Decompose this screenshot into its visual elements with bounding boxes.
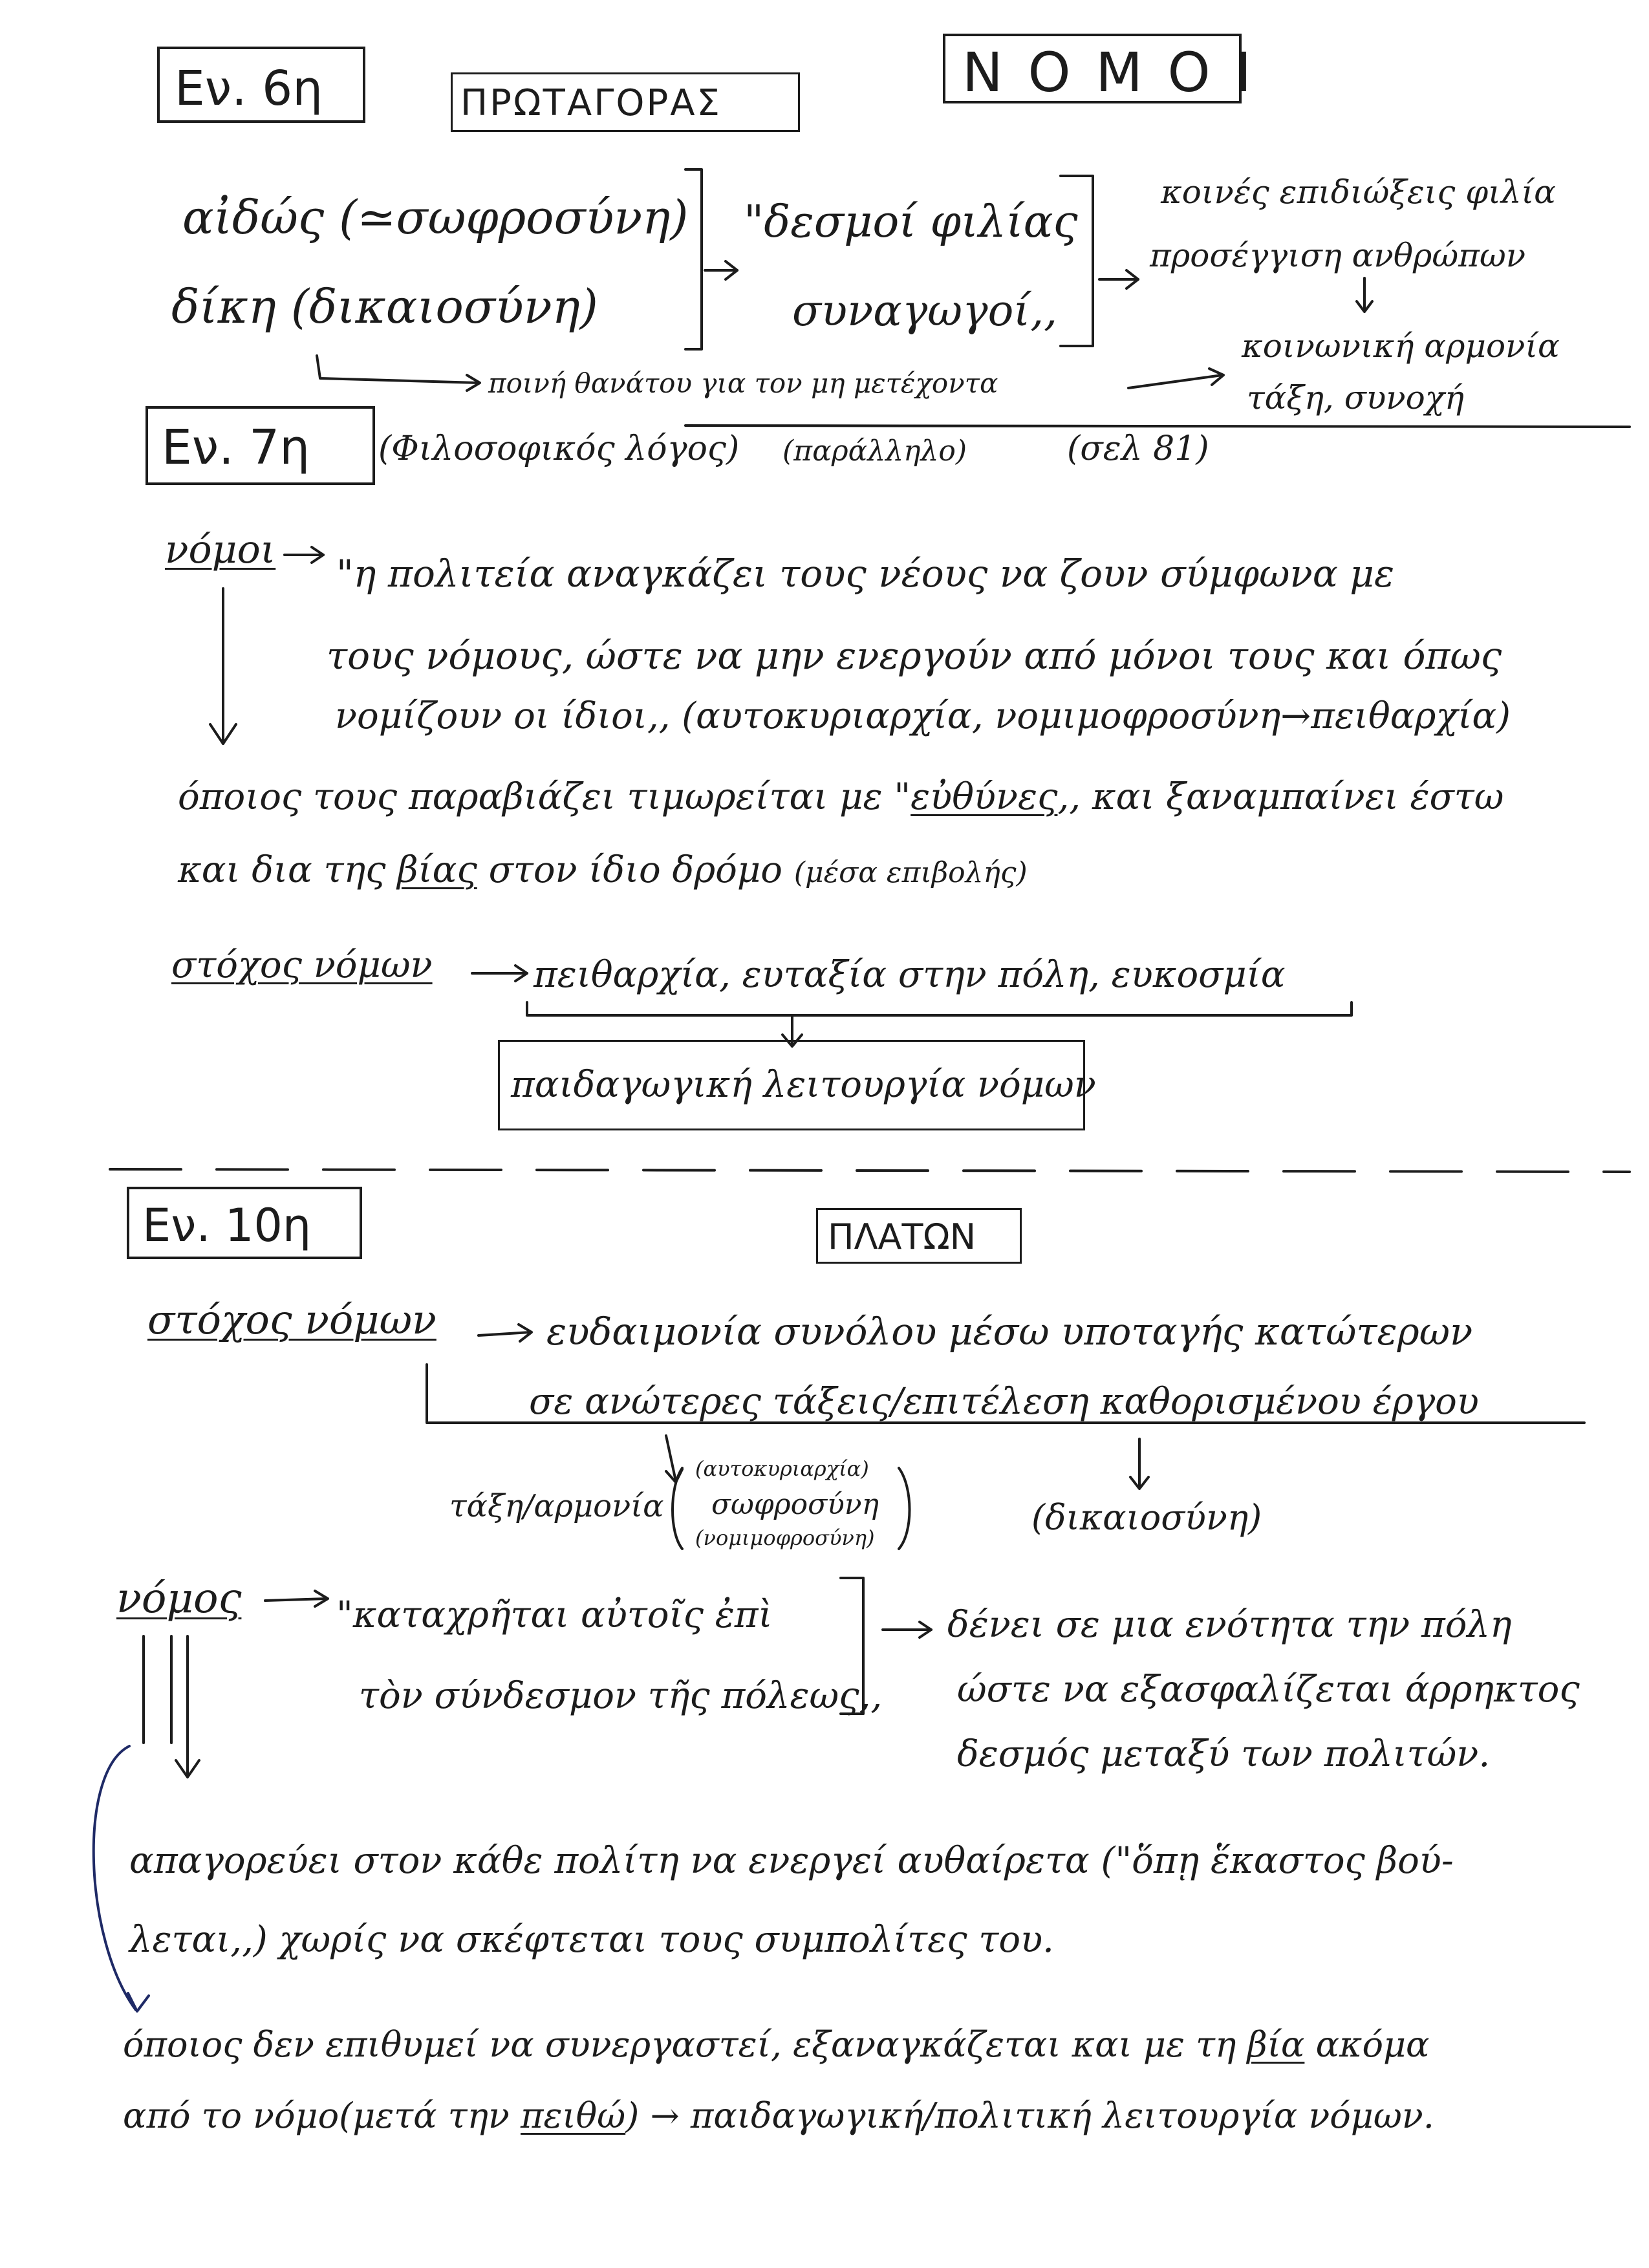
section-10-goal-line-1: ευδαιμονία συνόλου μέσω υποταγής κατώτερων: [546, 1310, 1473, 1354]
dike-text: δίκη (δικαιοσύνη): [171, 279, 598, 334]
arrow-penalty-to-results: [1128, 375, 1222, 388]
section-10-goal-label: στόχος νόμων: [147, 1296, 436, 1343]
bracket-aidos-dike: [685, 169, 702, 349]
force-line-1-a: όποιος δεν επιθυμεί να συνεργαστεί, εξαναγκάζεται και με τη: [123, 2024, 1236, 2065]
quote-line-1: "καταχρῆται αὐτοῖς ἐπὶ: [336, 1594, 773, 1636]
bonds-line-1: "δεσμοί φιλίας: [744, 197, 1078, 248]
bond-line-2: ώστε να εξασφαλίζεται άρρηκτος: [957, 1669, 1580, 1711]
taxi-harmonia: τάξη/αρμονία: [449, 1488, 664, 1524]
force-line-2-b: → παιδαγωγική/πολιτική λειτουργία νόμων.: [650, 2095, 1434, 2136]
section-7-goal-text: πειθαρχία, ευταξία στην πόλη, ευκοσμία: [534, 954, 1286, 996]
aidos-text: αἰδώς (≃σωφροσύνη): [182, 190, 689, 244]
author-protagoras: ΠΡΩΤΑΓΟΡΑΣ: [460, 82, 722, 124]
section-7-line-5-a: και δια της: [178, 849, 386, 891]
pedagogical-function-text: παιδαγωγική λειτουργία νόμων: [511, 1064, 1096, 1106]
section-7-line-4-b: ,, και ξαναμπαίνει έστω: [1057, 776, 1504, 818]
section-7-line-5-c: (μέσα επιβολής): [793, 856, 1028, 889]
dikaiosyni: (δικαιοσύνη): [1031, 1497, 1262, 1538]
nomos-word: νόμος: [116, 1575, 242, 1623]
bond-line-3: δεσμός μεταξύ των πολιτών.: [957, 1733, 1491, 1775]
nomoi-word: νόμοι: [165, 527, 276, 572]
bracket-quote: [841, 1578, 863, 1714]
arrow-nomos: [265, 1599, 327, 1601]
section-6-label: Εν. 6η: [175, 61, 323, 116]
author-platon: ΠΛΑΤΩΝ: [828, 1216, 976, 1257]
section-7-tag-parallel: (παράλληλο): [782, 435, 967, 468]
section-7-line-3: νομίζουν οι ίδιοι,, (αυτοκυριαρχία, νομιμοφροσύνη→πειθαρχία): [335, 695, 1511, 737]
section-10-label: Εν. 10η: [142, 1199, 312, 1252]
section-7-goal-label: στόχος νόμων: [171, 944, 433, 986]
section-divider-6-7: [685, 426, 1630, 427]
section-7-line-4-a: όποιος τους παραβιάζει τιμωρείται με ": [178, 776, 911, 818]
section-10-goal-line-2: σε ανώτερες τάξεις/επιτέλεση καθορισμένου έργου: [529, 1381, 1479, 1423]
euthynes-word: εὐθύνες: [911, 776, 1058, 818]
quote-line-2: τὸν σύνδεσμον τῆς πόλεως,,: [359, 1675, 883, 1717]
force-line-1-b: ακόμα: [1315, 2024, 1430, 2065]
section-divider-7-10: [110, 1169, 1630, 1172]
sophrosyne-close-paren: [899, 1468, 910, 1549]
bonds-line-2: συναγωγοί,,: [792, 286, 1058, 336]
arrow-goal-10: [479, 1332, 530, 1335]
penalty-text: ποινή θανάτου για τον μη μετέχοντα: [488, 367, 998, 399]
page-title: Ν Ο Μ Ο Ι: [962, 41, 1256, 104]
section-7-tag-page: (σελ 81): [1067, 429, 1209, 468]
forbid-line-1: απαγορεύει στον κάθε πολίτη να ενεργεί αυθαίρετα ("ὅπῃ ἕκαστος βού-: [129, 1840, 1454, 1882]
forbid-line-2: λεται,,) χωρίς να σκέφτεται τους συμπολίτες του.: [129, 1919, 1054, 1961]
section-7-line-5-b: στον ίδιο δρόμο: [488, 849, 782, 891]
via-word: βία: [1247, 2024, 1305, 2065]
force-line-2-a: από το νόμο: [123, 2095, 339, 2136]
section-7-line-1: "η πολιτεία αναγκάζει τους νέους να ζουν σύμφωνα με: [336, 552, 1395, 596]
arrow-curve-to-force: [94, 1746, 136, 2010]
nomimofrosyni: (νομιμοφροσύνη): [695, 1526, 875, 1550]
sophrosyne: σωφροσύνη: [711, 1488, 879, 1521]
penalty-line: [317, 356, 479, 383]
section-7-line-2: τους νόμους, ώστε να μην ενεργούν από μόνοι τους και όπως: [327, 634, 1502, 678]
vias-word: βίας: [397, 849, 477, 891]
bond-line-1: δένει σε μια ενότητα την πόλη: [947, 1604, 1512, 1646]
result-line-2: προσέγγιση ανθρώπων: [1150, 237, 1526, 274]
force-line-2-paren: (μετά την: [339, 2095, 510, 2136]
section-7-tag-philosophical: (Φιλοσοφικός λόγος): [378, 429, 740, 468]
result-line-3: κοινωνική αρμονία: [1242, 327, 1560, 365]
goal-10-line: [427, 1365, 1584, 1423]
goal-7-underbrace: [527, 1002, 1352, 1015]
autokyriarchia: (αυτοκυριαρχία): [695, 1456, 869, 1481]
force-line-2-close: ): [625, 2095, 640, 2136]
section-7-label: Εν. 7η: [162, 420, 310, 475]
bracket-bonds: [1061, 176, 1093, 346]
result-line-4: τάξη, συνοχή: [1247, 379, 1464, 416]
result-line-1: κοινές επιδιώξεις φιλία: [1161, 173, 1556, 211]
peitho-word: πειθώ: [521, 2095, 626, 2136]
